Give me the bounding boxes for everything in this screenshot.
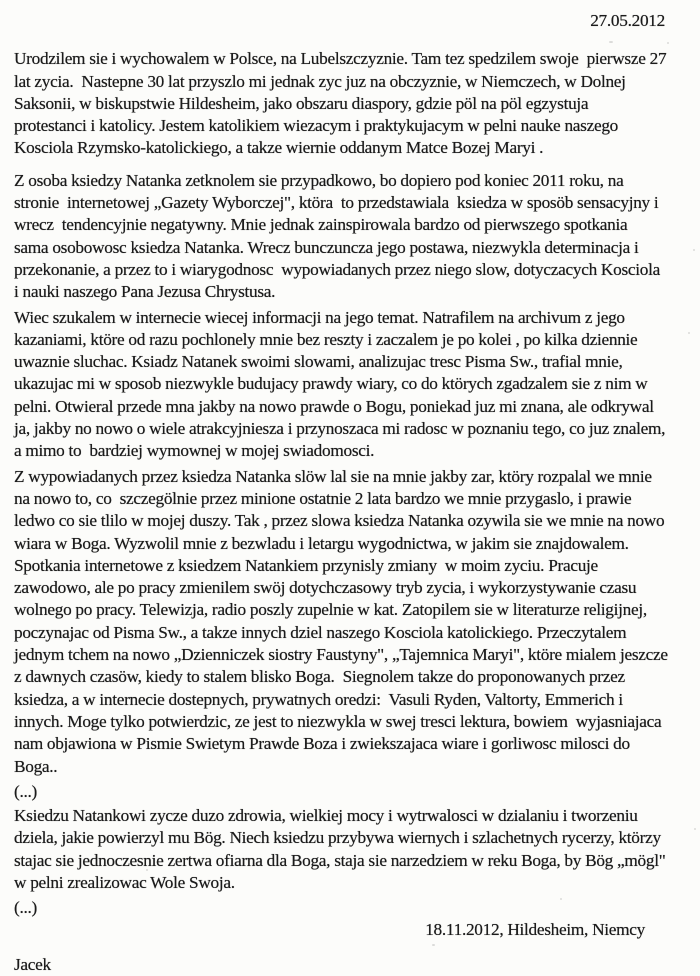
text-line: stajac sie jednoczesnie zertwa ofiarna dla Boga, staja sie narzedziem w reku Boga, by Bög „mögl" [14, 850, 666, 870]
text-line: a mimo to bardziej wymownej w mojej swiadomosci. [14, 441, 375, 461]
text-line: i nauki naszego Pana Jezusa Chrystusa. [14, 282, 276, 302]
scan-speckle [432, 944, 435, 946]
text-line: z dawnych czasöw, kiedy to stalem blisko Boga. Siegnolem takze do proponowanych przez [14, 667, 625, 687]
text-line: Kosciola Rzymsko-katolickiego, a takze wiernie oddanym Matce Bozej Maryi . [14, 138, 544, 158]
text-line: sama osobowosc ksiedza Natanka. Wrecz bunczuncza jego postawa, niezwykla determinacja i [14, 237, 639, 257]
text-line: Urodzilem sie i wychowalem w Polsce, na Lubelszczyznie. Tam tez spedzilem swoje pierwsze 27 [14, 49, 667, 69]
text-line: jednym tchem na nowo „Dzienniczek siostry Faustyny", „Tajemnica Maryi", ktöre mialem jeszcze [14, 645, 668, 665]
text-line: przekonanie, a przez to i wiarygodnosc wypowiadanych przez niego slow, dotyczacych Kosciola [14, 259, 660, 279]
letter-paragraph [14, 170, 690, 304]
text-line: ja, jakby no nowo o wiele atrakcyjniesza i przynoszaca mi radosc w poznaniu tego, co juz znalem, [14, 419, 666, 439]
text-line: ksiedza, a w internecie dostepnych, prywatnych oredzi: Vasuli Ryden, Valtorty, Emmerich i [14, 689, 623, 709]
text-line: na nowo to, co szczegölnie przez minione ostatnie 2 lata bardzo we mnie przygaslo, i prawie [14, 488, 632, 508]
omission-mark: (...) [14, 898, 37, 918]
letter-paragraph [14, 466, 690, 778]
text-line: innych. Moge tylko potwierdzic, ze jest to niezwykla w swej tresci lektura, bowiem wyjasniajaca [14, 711, 662, 731]
scan-speckle [694, 828, 696, 830]
text-line: ledwo co sie tlilo w mojej duszy. Tak , przez slowa ksiedza Natanka ozywila sie we mnie na nowo [14, 511, 665, 531]
text-line: stronie internetowej „Gazety Wyborczej", ktöra to przedstawiala ksiedza w sposöb sensacyjny i [14, 193, 659, 213]
text-line: ukazujac mi w sposob niezwykle budujacy prawdy wiary, co do ktörych zgadzalem sie z nim w [14, 374, 648, 394]
scan-speckle [146, 869, 148, 871]
letter-top-date: 27.05.2012 [590, 11, 665, 30]
text-line: Ksiedzu Natankowi zycze duzo zdrowia, wielkiej mocy i wytrwalosci w dzialaniu i tworzeniu [14, 806, 638, 826]
scan-speckle [667, 42, 669, 44]
text-line: wiara w Boga. Wyzwolil mnie z bezwladu i letargu wygodnictwa, w jakim sie znajdowalem. [14, 533, 629, 553]
text-line: Spotkania internetowe z ksiedzem Natankiem przynisly zmiany w moim zyciu. Pracuje [14, 555, 598, 575]
text-line: Z osoba ksiedzy Natanka zetknolem sie przypadkowo, bo dopiero pod koniec 2011 roku, na [14, 170, 624, 190]
text-line: Z wypowiadanych przez ksiedza Natanka slöw lal sie na mnie jakby zar, ktöry rozpalal we mnie [14, 466, 652, 486]
text-line: zawodowo, ale po pracy zmienilem swöj dotychczasowy tryb zycia, i wykorzystywanie czasu [14, 578, 637, 598]
text-line: nam objawiona w Pismie Swietym Prawde Boza i zwiekszajaca wiare i gorliwosc milosci do [14, 734, 630, 754]
scan-speckle [609, 41, 613, 43]
text-line: pelni. Otwieral przede mna jakby na nowo prawde o Bogu, poniekad juz mi znana, ale odkrywal [14, 396, 654, 416]
scan-speckle [688, 332, 690, 334]
omission-mark: (...) [14, 781, 37, 801]
text-line: uwaznie sluchac. Ksiadz Natanek swoimi slowami, analizujac tresc Pisma Sw., trafial mnie, [14, 352, 623, 372]
letter-paragraph [14, 805, 690, 894]
letter-body [14, 48, 690, 919]
text-line: protestanci i katolicy. Jestem katolikiem wiezacym i praktykujacym w pelni nauke naszego [14, 116, 619, 136]
text-line: Boga.. [14, 756, 58, 776]
letter-closing-date-place: 18.11.2012, Hildesheim, Niemcy [425, 919, 645, 939]
scan-speckle [560, 898, 562, 900]
letter-paragraph [14, 307, 690, 463]
letter-signature: Jacek [14, 954, 51, 974]
letter-paragraph [14, 48, 690, 159]
text-line: wrecz tendencyjnie negatywny. Mnie jednak zainspirowala bardzo od pierwszego spotkania [14, 215, 628, 235]
text-line: w pelni zrealizowac Wole Swoja. [14, 872, 235, 892]
text-line: kazaniami, ktöre od razu pochlonely mnie bez reszty i zaczalem je po kolei , po kilka dziennie [14, 329, 638, 349]
scan-speckle [693, 249, 695, 251]
text-line: lat zycia. Nastepne 30 lat przyszlo mi jednak zyc juz na obczyznie, w Niemczech, w Dolnej [14, 71, 626, 91]
text-line: Wiec szukalem w internecie wiecej informacji na jego temat. Natrafilem na archivum z jego [14, 307, 625, 327]
text-line: poczynajac od Pisma Sw., a takze innych dziel naszego Kosciola katolickiego. Przeczytalem [14, 622, 627, 642]
text-line: Saksonii, w biskupstwie Hildesheim, jako obszaru diaspory, gdzie pöl na pöl egzystuja [14, 93, 589, 113]
text-line: wolnego po pracy. Telewizja, radio poszly zupelnie w kat. Zatopilem sie w literaturze religijnej, [14, 600, 647, 620]
text-line: dziela, jakie powierzyl mu Bög. Niech ksiedzu przybywa wiernych i szlachetnych rycerzy, ktörzy [14, 828, 661, 848]
